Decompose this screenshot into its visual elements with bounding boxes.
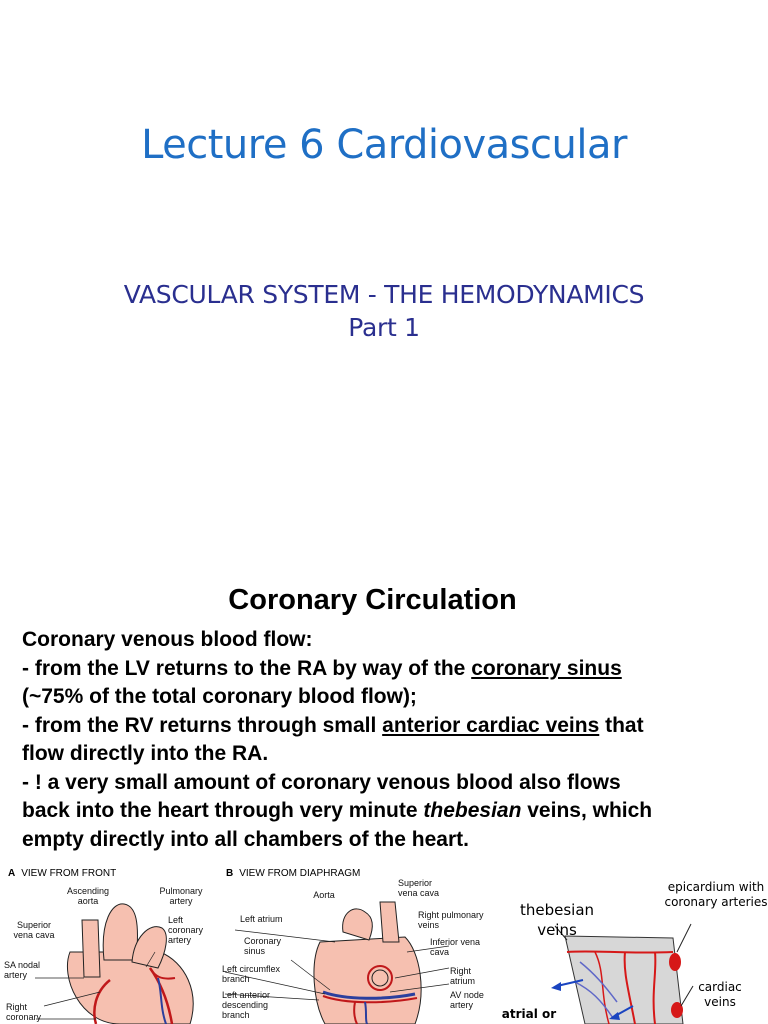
label-left-coronary-artery: Left coronary artery [168,915,204,945]
label-pulmonary-artery: Pulmonary artery [159,886,203,906]
panel-a-caption-text: VIEW FROM FRONT [21,868,117,879]
body-line [22,712,752,741]
body-line [22,655,752,684]
text-run: back into the heart through very minute [22,799,424,822]
panel-a-letter: A [8,868,16,879]
label-left-circumflex-branch: Left circumflex branch [222,964,281,984]
label-epicardium: epicardium with coronary arteries [664,880,768,909]
coronary-circulation-slide [0,570,768,1024]
panel-b-caption [226,868,360,879]
label-atrial-or: atrial or [501,1007,557,1021]
label-sa-nodal-artery: SA nodal artery [4,960,41,980]
text-run: veins, which [521,799,653,822]
label-right-atrium: Right atrium [450,966,476,986]
panel-a-caption [8,868,116,879]
text-run: - from the LV returns to the RA by way of the [22,656,472,680]
lecture-title: Lecture 6 Cardiovascular [141,122,627,168]
body-line: (~75% of the total coronary blood flow); [22,685,417,708]
label-right-pulmonary-veins: Right pulmonary veins [418,910,484,930]
label-right-coronary: Right coronary [6,1002,42,1022]
label-left-atrium: Left atrium [240,914,283,924]
text-run: that [599,713,644,737]
body-line: - ! a very small amount of coronary venous blood also flows [22,770,621,794]
body-line: Coronary venous blood flow: [22,628,313,651]
panel-b-letter: B [226,868,234,879]
label-cardiac-veins: cardiac veins [698,980,742,1009]
slide-subtitle [0,278,768,344]
label-ascending-aorta: Ascending aorta [66,886,110,906]
body-line: empty directly into all chambers of the heart. [22,827,469,851]
subtitle-line-2: Part 1 [348,313,420,342]
label-thebesian-veins: thebesian veins [519,901,595,939]
body-line: flow directly into the RA. [22,742,269,765]
text-run: - from the RV returns through small [22,713,383,737]
coronary-sinus-term: coronary sinus [471,656,622,680]
label-av-node-artery: AV node artery [450,990,484,1010]
label-left-anterior-descending-branch: Left anterior descending branch [222,990,271,1020]
subtitle-line-1: VASCULAR SYSTEM - THE HEMODYNAMICS [123,280,645,309]
label-coronary-sinus: Coronary sinus [244,936,282,956]
label-inferior-vena-cava: Inferior vena cava [430,937,481,957]
anterior-cardiac-veins-term: anterior cardiac veins [382,713,600,737]
slide-body [22,626,752,854]
label-superior-vena-cava-b: Superior vena cava [398,878,440,898]
thebesian-term: thebesian [423,799,522,822]
label-superior-vena-cava: Superior vena cava [13,920,55,940]
label-aorta: Aorta [313,890,335,900]
panel-b-caption-text: VIEW FROM DIAPHRAGM [239,868,361,879]
slide-title: Coronary Circulation [228,584,517,616]
body-line [22,797,752,826]
